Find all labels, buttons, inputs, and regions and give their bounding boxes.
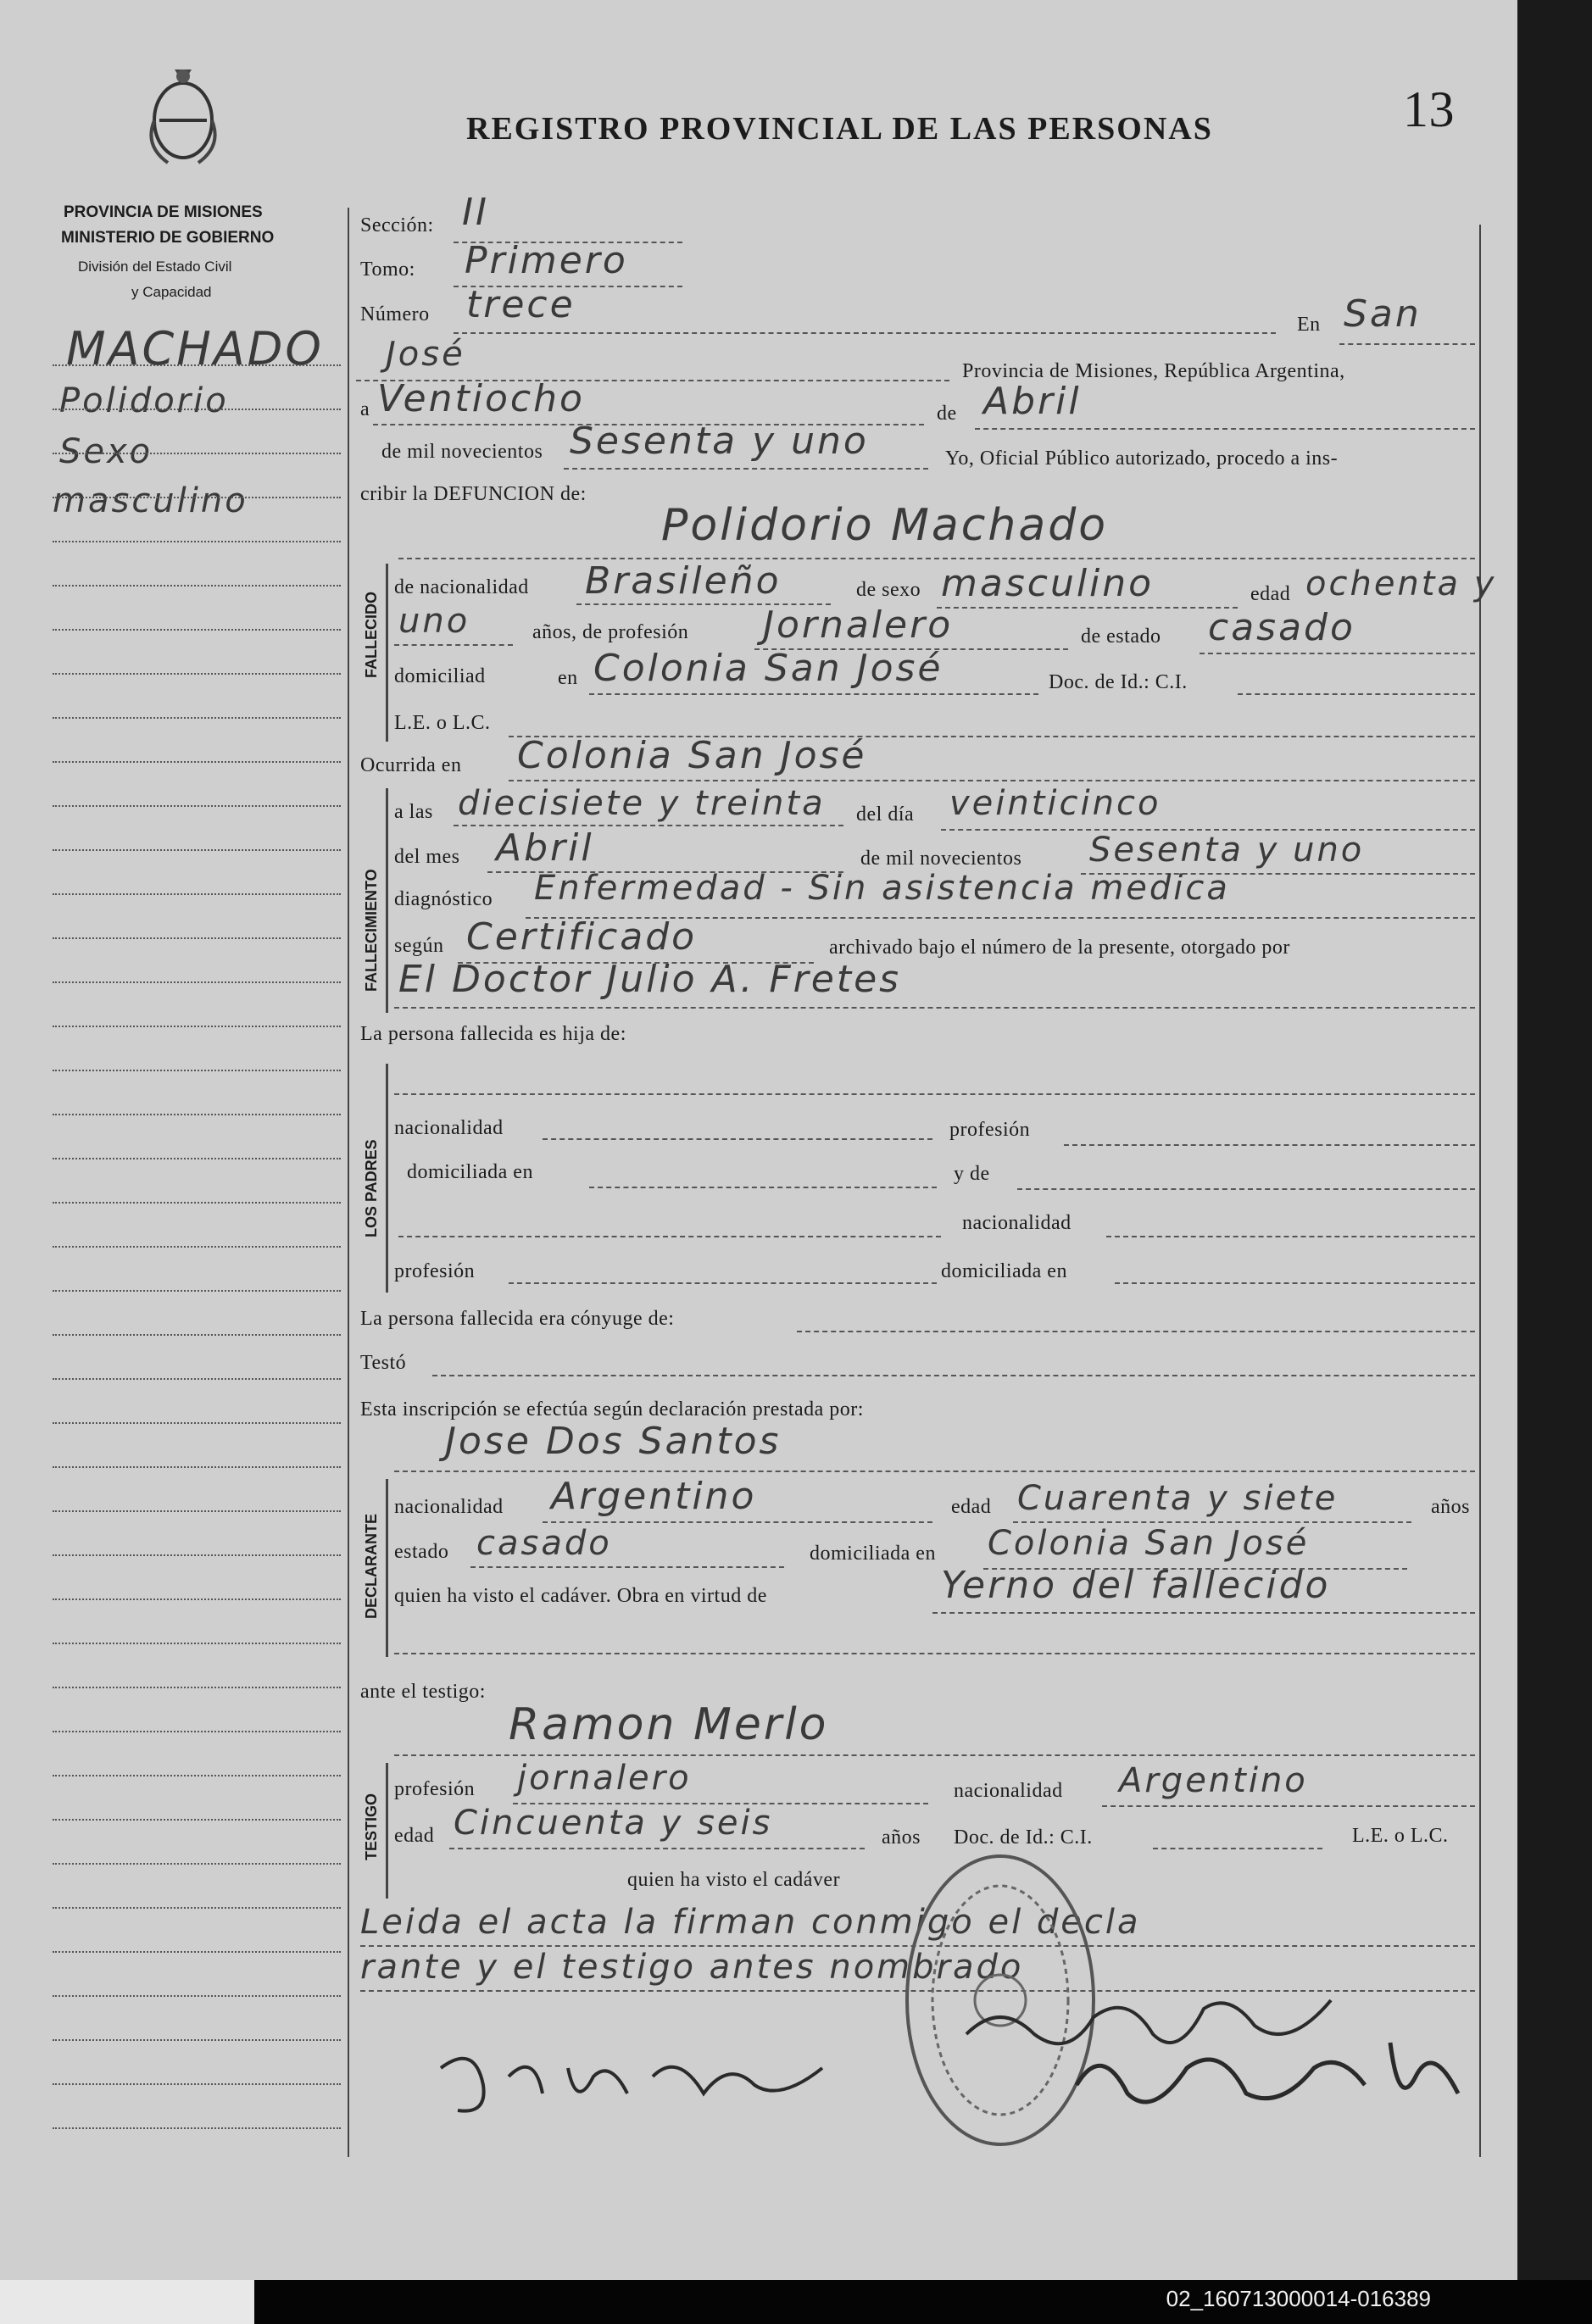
bracket-testigo [386,1763,388,1899]
label-testigo-profesion: profesión [394,1778,476,1800]
line-madre-dom [1115,1282,1475,1284]
right-vertical-rule [1479,225,1481,2157]
margin-note-surname: MACHADO [66,322,324,375]
margin-rule [53,761,341,763]
label-testigo-anos: años [882,1826,921,1849]
margin-rule [53,805,341,807]
label-testo: Testó [360,1352,407,1374]
left-vertical-rule [348,208,349,2157]
margin-rule [53,1202,341,1204]
label-domiciliad: domiciliad [394,665,486,687]
margin-rule [53,2039,341,2041]
margin-note-sex: masculino [53,481,248,520]
label-testigo-cadaver: quien ha visto el cadáver [627,1869,841,1891]
line-estado [1200,653,1475,654]
field-domicilio: Colonia San José [593,647,944,690]
label-yo-oficial: Yo, Oficial Público autorizado, procedo a ins- [945,448,1339,470]
label-declarante-anos: años [1431,1496,1470,1518]
field-declarante-edad: Cuarenta y siete [1017,1479,1339,1518]
line-en [1339,343,1475,345]
line-padre-nombre [394,1093,1475,1095]
line-numero [454,332,1276,334]
label-hija-de: La persona fallecida es hija de: [360,1023,626,1045]
field-en-1: San [1344,292,1422,336]
label-testigo-doc: Doc. de Id.: C.I. [954,1826,1093,1849]
field-testigo-nombre: Ramon Merlo [509,1699,829,1750]
margin-rule [53,1731,341,1732]
margin-rule [53,1554,341,1556]
margin-rule [53,585,341,587]
margin-rule [53,1070,341,1071]
margin-rule [53,364,341,366]
margin-rule [53,849,341,851]
line-testigo-edad [449,1848,865,1849]
label-sexo: de sexo [856,579,921,601]
line-declarante-edad [1013,1521,1411,1523]
line-doc-id [1238,693,1475,695]
field-edad-2: uno [398,602,470,641]
margin-rule [53,981,341,983]
side-label-fallecimiento: FALLECIMIENTO [363,869,380,992]
field-diagnostico: Enfermedad - Sin asistencia medica [534,869,1230,908]
label-testigo-nacionalidad: nacionalidad [954,1780,1063,1802]
field-nombre-fallecido: Polidorio Machado [661,500,1109,551]
label-padre-nacionalidad: nacionalidad [394,1117,504,1139]
field-declarante-dom: Colonia San José [988,1524,1310,1563]
margin-rule [53,1643,341,1644]
margin-rule [53,673,341,675]
bracket-declarante [386,1479,388,1657]
label-de-mil-nov: de mil novecientos [860,848,1022,870]
margin-rule [53,1422,341,1424]
margin-rule [53,1995,341,1997]
field-nacionalidad: Brasileño [585,559,782,603]
line-padre-nac [543,1138,932,1140]
side-label-testigo: TESTIGO [363,1793,380,1860]
margin-note-sex-label: Sexo [59,432,153,471]
label-cribir: cribir la DEFUNCION de: [360,483,587,505]
line-nombre [398,558,1475,559]
label-diagnostico: diagnóstico [394,888,493,910]
label-y-de: y de [954,1163,990,1185]
label-archivado: archivado bajo el número de la presente, otorgado por [829,937,1290,959]
label-del-mes: del mes [394,846,460,868]
label-de: de [937,403,957,425]
label-madre-domiciliada: domiciliada en [941,1260,1067,1282]
label-padre-domiciliada: domiciliada en [407,1161,533,1183]
label-declarante-domiciliada: domiciliada en [810,1543,936,1565]
label-conyuge: La persona fallecida era cónyuge de: [360,1308,675,1330]
line-testigo-nombre [394,1754,1475,1756]
line-madre-nombre [1017,1188,1475,1190]
bracket-padres [386,1064,388,1293]
margin-rule [53,541,341,542]
label-estado: de estado [1081,625,1161,648]
field-ocurrida: Colonia San José [517,734,867,777]
scan-edge-strip [0,2280,254,2324]
margin-rule [53,1775,341,1776]
bracket-fallecido [386,564,388,742]
margin-rule [53,717,341,719]
margin-rule [53,2083,341,2085]
label-ocurrida: Ocurrida en [360,754,462,776]
label-le-lc: L.E. o L.C. [394,712,491,734]
field-testigo-nac: Argentino [1119,1761,1308,1800]
argentina-coat-of-arms-icon [142,61,224,171]
line-sexo [937,607,1238,609]
field-sexo: masculino [941,562,1155,605]
label-tomo: Tomo: [360,259,415,281]
org-line-3: División del Estado Civil [78,259,232,275]
label-testigo-edad: edad [394,1825,435,1847]
margin-rule [53,497,341,498]
field-declarante-estado: casado [476,1524,612,1563]
margin-rule [53,1951,341,1953]
field-anio: Sesenta y uno [570,420,869,463]
line-edad-2 [394,644,513,646]
side-label-padres: LOS PADRES [363,1139,380,1237]
margin-rule [53,1907,341,1909]
margin-rule [53,1158,341,1159]
line-madre-extra [398,1236,941,1237]
field-declarante-nac: Argentino [551,1475,757,1518]
label-en-domicilio: en [558,667,578,689]
field-segun: Certificado [466,915,698,959]
label-declarante-nacionalidad: nacionalidad [394,1496,504,1518]
label-edad: edad [1250,583,1291,605]
book-spine [1517,0,1592,2324]
line-testigo-nac [1102,1805,1475,1807]
margin-rule [53,629,341,631]
field-declarante-virtud: Yerno del fallecido [941,1564,1331,1607]
field-dia: Ventiocho [377,377,585,420]
field-numero: trece [466,283,576,326]
margin-rule [53,937,341,939]
line-madre-nac [1106,1236,1475,1237]
field-tomo: Primero [465,239,628,282]
margin-rule [53,1334,341,1336]
closing-line-1: Leida el acta la firman conmigo el decla [360,1903,1141,1942]
label-ante-testigo: ante el testigo: [360,1681,486,1703]
label-a: a [360,398,370,420]
field-testigo-prof: jornalero [517,1759,692,1798]
field-otorgado: El Doctor Julio A. Fretes [398,958,902,1001]
label-padre-profesion: profesión [949,1119,1031,1141]
margin-rule [53,1598,341,1600]
closing-line-2: rante y el testigo antes nombrado [360,1948,1024,1987]
line-conyuge [797,1331,1475,1332]
label-inscripcion: Esta inscripción se efectúa según declaración prestada por: [360,1398,864,1421]
label-provincia: Provincia de Misiones, República Argentina, [962,360,1345,382]
page-number: 13 [1403,81,1455,137]
org-line-4: y Capacidad [131,284,212,300]
line-padre-prof [1064,1144,1475,1146]
side-label-declarante: DECLARANTE [363,1514,380,1619]
field-en-2: José [386,335,465,374]
margin-rule [53,1026,341,1027]
line-ocurrida [509,780,1475,781]
label-testigo-le: L.E. o L.C. [1352,1825,1449,1847]
line-anio [564,468,928,470]
signature-testigo [1060,2026,1483,2136]
margin-rule [53,2127,341,2129]
margin-rule [53,1510,341,1512]
label-numero: Número [360,303,430,325]
margin-rule [53,409,341,410]
field-declarante-nombre: Jose Dos Santos [445,1420,782,1463]
label-madre-profesion: profesión [394,1260,476,1282]
field-dia-fallec: veinticinco [949,784,1161,823]
margin-rule [53,1819,341,1821]
line-padre-dom [589,1187,937,1188]
label-en: En [1297,314,1321,336]
field-mes-fallec: Abril [496,826,594,870]
margin-rule [53,1246,341,1248]
line-testigo-doc [1153,1848,1322,1849]
field-estado: casado [1208,606,1355,649]
line-declarante-virtud [932,1612,1475,1614]
field-profesion: Jornalero [763,603,954,647]
field-edad-1: ochenta y [1305,564,1497,603]
signature-declarante [424,2034,848,2127]
margin-rule [53,1114,341,1115]
label-a-las: a las [394,801,433,823]
margin-rule [53,1687,341,1688]
side-label-fallecido: FALLECIDO [363,592,380,678]
margin-rule [53,1378,341,1380]
label-de-mil: de mil novecientos [381,441,543,463]
field-testigo-edad: Cincuenta y seis [454,1804,773,1843]
field-anio-fallec: Sesenta y uno [1089,831,1365,870]
label-madre-nacionalidad: nacionalidad [962,1212,1072,1234]
margin-rule [53,1290,341,1292]
field-mes: Abril [983,380,1082,423]
label-del-dia: del día [856,803,915,826]
page-title: REGISTRO PROVINCIAL DE LAS PERSONAS [466,111,1213,147]
label-declarante-cadaver: quien ha visto el cadáver. Obra en virtud de [394,1585,767,1607]
field-hora: diecisiete y treinta [458,784,826,823]
label-declarante-edad: edad [951,1496,992,1518]
org-line-1: PROVINCIA DE MISIONES [64,203,263,221]
label-segun: según [394,935,444,957]
line-declarante-nac [543,1521,932,1523]
label-doc-id: Doc. de Id.: C.I. [1049,671,1188,693]
margin-rule [53,1466,341,1468]
margin-rule [53,1863,341,1865]
label-nacionalidad: de nacionalidad [394,576,529,598]
scan-id-label: 02_160713000014-016389 [1166,2286,1431,2311]
line-declarante-estado [470,1566,784,1568]
line-madre-prof [509,1282,937,1284]
org-line-2: MINISTERIO DE GOBIERNO [61,229,275,247]
margin-rule [53,893,341,895]
label-seccion: Sección: [360,214,434,236]
line-testo [432,1375,1475,1376]
margin-note-name: Polidorio [59,381,229,420]
line-otorgado [394,1007,1475,1009]
label-declarante-estado: estado [394,1541,449,1563]
margin-rule [53,453,341,454]
line-declarante-nombre [394,1471,1475,1472]
line-declarante-extra [394,1653,1475,1654]
label-anos-profesion: años, de profesión [532,621,689,643]
bracket-fallecimiento [386,788,388,1013]
field-seccion: II [462,191,489,234]
line-mes [975,428,1475,430]
line-domicilio [589,693,1038,695]
